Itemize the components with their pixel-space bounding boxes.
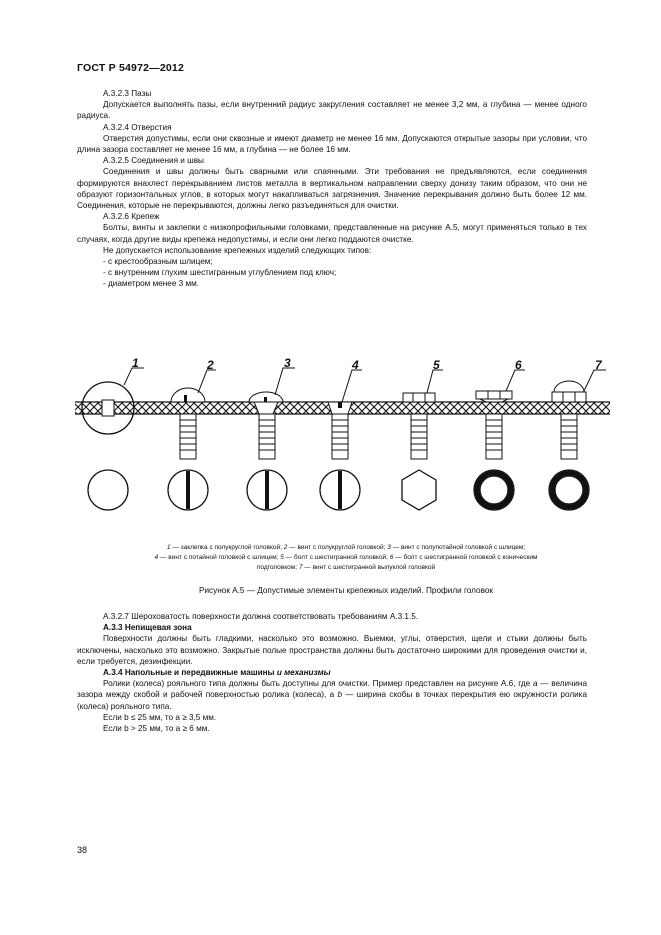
figure-label: 7 [595, 358, 602, 372]
legend-text: — винт с полукруглой головкой; [287, 544, 388, 551]
figure-label: 4 [352, 358, 359, 372]
paragraph-roughness: А.3.2.7 Шероховатость поверхности должна соответствовать требованиям А.3.1.5. [103, 612, 419, 621]
paragraph-slots: Допускается выполнять пазы, если внутренний радиус закругления составляет не менее 3,2 мм, а глубина — менее одного радиуса. [77, 100, 587, 121]
fastener-raised-countersunk-screw [249, 392, 283, 459]
legend-text: — винт с шестигранной выпуклой головкой [302, 564, 436, 571]
text-part: — ширина скобы в точках перекрытия ею окружности ролика (колеса) рояльного типа. [77, 690, 587, 711]
list-item: - с внутренним глухим шестигранным углублением под ключ; [103, 268, 337, 278]
page-number: 38 [77, 845, 88, 855]
paragraph-nonfood: Поверхности должны быть гладкими, насколько это возможно. Выемки, углы, отверстия, щели и стыки должны быть исключены, насколько это возможно. Закрытые полые пространства должны быть достаточно широкими для проведения очистки и, если требуется, дезинфекции. [77, 634, 587, 666]
top-view-hex-bolt [402, 470, 436, 510]
title-part-italic: и механизмы [276, 668, 331, 678]
condition-2: Если b > 25 мм, то a ≥ 6 мм. [103, 724, 210, 734]
legend-text: подголовком; [256, 564, 299, 571]
legend-number: 4 [154, 554, 159, 561]
legend-number: 6 [389, 554, 394, 561]
legend-number: 1 [166, 544, 171, 551]
text-part: — величина зазора между скобой и рабочей поверхностью ролика (колеса), а [77, 679, 588, 700]
legend-line [77, 553, 615, 563]
section-title-fasteners: А.3.2.6 Крепеж [103, 212, 160, 222]
condition-1: Если b ≤ 25 мм, то a ≥ 3,5 мм. [103, 712, 217, 722]
legend-text: — болт с шестигранной головкой; [283, 554, 390, 561]
top-view-raised-countersunk [247, 470, 287, 510]
legend-text: — болт с шестигранной головкой с коническим [393, 554, 538, 561]
fastener-figure [70, 355, 615, 530]
text-part: Ролики (колеса) рояльного типа должны быть доступны для очистки. Пример представлен на рисунке А.6, где [103, 679, 533, 689]
figure-label: 6 [515, 358, 522, 372]
figure-label: 5 [433, 358, 440, 372]
section-title-floor-machines [77, 667, 587, 678]
figure-legend [77, 543, 615, 573]
body-text-top [77, 88, 587, 290]
legend-line [77, 543, 615, 553]
body-text-bottom [77, 611, 587, 734]
fastener-round-head-screw [171, 388, 205, 459]
figure-caption: Рисунок А.5 — Допустимые элементы крепежных изделий. Профили головок [199, 586, 493, 595]
legend-number: 7 [298, 564, 303, 571]
title-part: А.3.4 Напольные и передвижные машины [103, 668, 277, 678]
legend-text: — заклепка с полукруглой головкой; [170, 544, 284, 551]
figure-label: 1 [132, 356, 139, 370]
list-item: - с крестообразным шлицем; [103, 257, 213, 267]
section-title-holes: А.3.2.4 Отверстия [103, 122, 172, 132]
legend-text: — винт с полупотайной головкой с шлицем; [390, 544, 526, 551]
variable-b: b [337, 690, 342, 700]
top-view-round-head [168, 470, 208, 510]
paragraph-joints: Соединения и швы должны быть сварными или спаянными. Эти требования не предъявляются, если соединения формируются внахлест перекрыванием листов металла в вертикальном направлении сверху донизу таким образом, что они не образуют горизонтальных углов, в которых могут накапливаться загрязнения. Значение перекрывания должно быть более 12 мм. Соединения, которые не перекрываются, должны легко разъединяться для очистки. [77, 167, 587, 211]
legend-number: 3 [387, 544, 391, 551]
paragraph-fasteners-2: Не допускается использование крепежных изделий следующих типов: [103, 245, 372, 255]
paragraph-holes: Отверстия допустимы, если они сквозные и имеют диаметр не менее 16 мм. Допускаются открытые зазоры при условии, что длина зазора составляет не менее 16 мм, а глубина — не более 16 мм. [77, 133, 587, 155]
fastener-hex-domed-screw [552, 381, 586, 459]
paragraph-casters [77, 678, 587, 712]
legend-text: — винт с потайной головкой с шлицем; [158, 554, 281, 561]
top-view-rivet [88, 470, 128, 510]
fastener-countersunk-screw [328, 402, 352, 459]
top-view-countersunk [320, 470, 360, 510]
section-title-slots: А.3.2.3 Пазы [103, 89, 152, 98]
legend-number: 5 [280, 554, 284, 561]
fastener-hex-bolt-conical [476, 391, 512, 459]
paragraph-fasteners: Болты, винты и заклепки с низкопрофильными головками, представленные на рисунке А.5, могут применяться только в тех случаях, когда другие виды крепежа недопустимы, и если они легко поддаются очистке. [77, 223, 587, 244]
list-item: - диаметром менее 3 мм. [103, 279, 200, 289]
section-title-joints: А.3.2.5 Соединения и швы [103, 156, 204, 166]
top-view-hex-bolt-conical [474, 470, 514, 510]
legend-number: 2 [283, 544, 288, 551]
variable-a: a [532, 679, 538, 689]
legend-line [77, 563, 615, 573]
section-title-nonfood: А.3.3 Непищевая зона [103, 623, 192, 633]
document-header: ГОСТ Р 54972—2012 [77, 62, 185, 74]
top-view-hex-domed [549, 470, 589, 510]
figure-label: 3 [284, 356, 291, 370]
figure-label: 2 [207, 358, 214, 372]
